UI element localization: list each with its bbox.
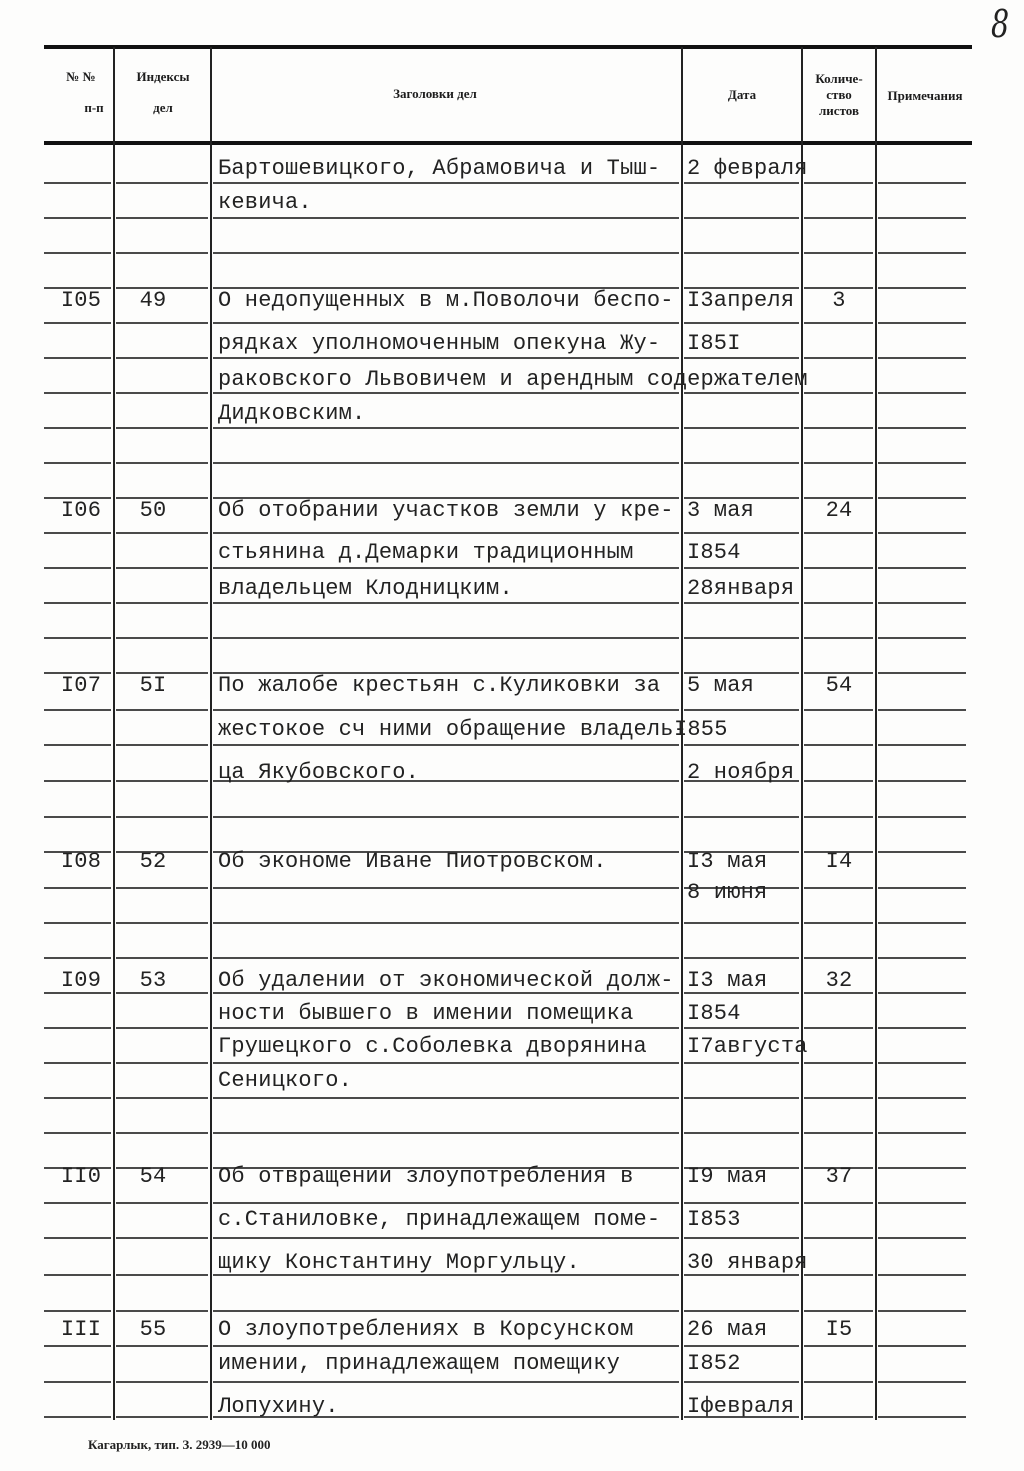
title-line: Сеницкого.: [218, 1068, 353, 1093]
ruled-line: [804, 887, 873, 889]
ruled-line: [44, 252, 111, 254]
entry-index: 52: [139, 849, 167, 874]
ruled-line: [44, 1097, 111, 1099]
ruled-line: [804, 1097, 873, 1099]
header-index-line1: Индексы: [136, 69, 190, 84]
column-divider-index: [210, 47, 212, 1420]
ruled-line: [878, 357, 966, 359]
ruled-line: [804, 182, 873, 184]
ruled-line: [213, 1237, 679, 1239]
ruled-line: [116, 1027, 208, 1029]
ruled-line: [878, 1097, 966, 1099]
ruled-line: [804, 1310, 873, 1312]
ruled-line: [44, 462, 111, 464]
ruled-line: [878, 1310, 966, 1312]
ruled-line: [213, 1097, 679, 1099]
ruled-line: [213, 252, 679, 254]
date-line: 28января: [687, 576, 795, 601]
header-no-line2: п-п: [84, 100, 104, 115]
ruled-line: [116, 709, 208, 711]
ruled-line: [804, 1027, 873, 1029]
ruled-line: [804, 922, 873, 924]
date-line: I855: [674, 717, 728, 742]
ruled-line: [878, 602, 966, 604]
date-line: 26 мая: [687, 1317, 768, 1342]
ruled-line: [878, 1132, 966, 1134]
entry-number: I06: [60, 498, 102, 523]
ruled-line: [804, 1237, 873, 1239]
header-notes: Примечания: [887, 88, 963, 103]
entry-index: 55: [139, 1317, 167, 1342]
ruled-line: [804, 1416, 873, 1418]
header-date: Дата: [727, 87, 757, 102]
ruled-line: [684, 322, 799, 324]
ruled-line: [44, 780, 111, 782]
ruled-line: [44, 1274, 111, 1276]
ruled-line: [684, 744, 799, 746]
ruled-line: [116, 1345, 208, 1347]
title-line: стьянина д.Демарки традиционным: [218, 540, 634, 565]
ruled-line: [213, 1062, 679, 1064]
ruled-line: [44, 887, 111, 889]
title-line: По жалобе крестьян с.Куликовки за: [218, 673, 661, 698]
ruled-line: [213, 1345, 679, 1347]
title-line: рядках уполномоченным опекуна Жу-: [218, 331, 661, 356]
ruled-line: [116, 957, 208, 959]
date-line: 30 января: [687, 1250, 808, 1275]
ruled-line: [878, 1202, 966, 1204]
ruled-line: [44, 1345, 111, 1347]
ruled-line: [684, 532, 799, 534]
ruled-line: [804, 427, 873, 429]
ruled-line: [116, 780, 208, 782]
ruled-line: [878, 1237, 966, 1239]
ruled-line: [116, 462, 208, 464]
ruled-line: [213, 816, 679, 818]
ruled-line: [804, 322, 873, 324]
table-top-border: [44, 45, 972, 49]
ruled-line: [213, 709, 679, 711]
sheet-count: I5: [825, 1317, 853, 1342]
ruled-line: [213, 1132, 679, 1134]
ruled-line: [684, 427, 799, 429]
ruled-line: [213, 567, 679, 569]
ruled-line: [213, 744, 679, 746]
ruled-line: [684, 1202, 799, 1204]
date-line: I7августа: [687, 1034, 808, 1059]
ruled-line: [44, 957, 111, 959]
sheet-count: I4: [825, 849, 853, 874]
ruled-line: [878, 1416, 966, 1418]
date-line: I854: [687, 1001, 741, 1026]
ruled-line: [44, 1237, 111, 1239]
ruled-line: [213, 532, 679, 534]
ruled-line: [116, 357, 208, 359]
entry-index: 50: [139, 498, 167, 523]
ruled-line: [878, 1381, 966, 1383]
entry-number: III: [60, 1317, 102, 1342]
ruled-line: [44, 1310, 111, 1312]
title-line: владельцем Клодницким.: [218, 576, 513, 601]
header-index-line2: дел: [153, 100, 173, 115]
ruled-line: [878, 887, 966, 889]
ruled-line: [116, 1310, 208, 1312]
ruled-line: [213, 637, 679, 639]
ruled-line: [684, 182, 799, 184]
ruled-line: [116, 887, 208, 889]
ruled-line: [684, 1062, 799, 1064]
date-line: I85I: [687, 331, 741, 356]
ruled-line: [213, 887, 679, 889]
ruled-line: [116, 217, 208, 219]
ruled-line: [44, 709, 111, 711]
ruled-line: [116, 1202, 208, 1204]
ruled-line: [878, 744, 966, 746]
ruled-line: [116, 1132, 208, 1134]
title-line: Об экономе Иване Пиотровском.: [218, 849, 607, 874]
ruled-line: [804, 252, 873, 254]
ruled-line: [116, 1381, 208, 1383]
ruled-line: [116, 392, 208, 394]
ruled-line: [804, 744, 873, 746]
ruled-line: [804, 1274, 873, 1276]
header-bottom-border: [44, 141, 972, 145]
ruled-line: [116, 532, 208, 534]
column-divider-date: [801, 47, 803, 1420]
ruled-line: [684, 1345, 799, 1347]
ruled-line: [684, 709, 799, 711]
entry-number: I09: [60, 968, 102, 993]
title-line: О недопущенных в м.Поволочи беспо-: [218, 288, 674, 313]
title-line: Об отвращении злоупотребления в: [218, 1164, 634, 1189]
date-line: 5 мая: [687, 673, 755, 698]
title-line: Об отобрании участков земли у кре-: [218, 498, 674, 523]
ruled-line: [804, 1381, 873, 1383]
ruled-line: [804, 780, 873, 782]
entry-index: 53: [139, 968, 167, 993]
title-line: кевича.: [218, 190, 312, 215]
entry-index: 54: [139, 1164, 167, 1189]
ruled-line: [804, 709, 873, 711]
ruled-line: [878, 252, 966, 254]
ruled-line: [878, 1167, 966, 1169]
ruled-line: [44, 1381, 111, 1383]
ruled-line: [44, 637, 111, 639]
ruled-line: [804, 532, 873, 534]
ruled-line: [44, 602, 111, 604]
ruled-line: [116, 1062, 208, 1064]
ruled-line: [213, 922, 679, 924]
title-line: жестокое сч ними обращение владель-: [218, 717, 688, 742]
date-line: I3апреля: [687, 288, 795, 313]
ruled-line: [116, 1274, 208, 1276]
folio-number: 8: [991, 2, 1010, 46]
ruled-line: [804, 392, 873, 394]
title-line: с.Станиловке, принадлежащем поме-: [218, 1207, 661, 1232]
ruled-line: [44, 392, 111, 394]
ruled-line: [44, 427, 111, 429]
ruled-line: [878, 427, 966, 429]
ruled-line: [878, 462, 966, 464]
title-line: щику Константину Моргульцу.: [218, 1250, 580, 1275]
ruled-line: [684, 816, 799, 818]
ruled-line: [213, 462, 679, 464]
ruled-line: [878, 637, 966, 639]
ruled-line: [804, 217, 873, 219]
ruled-line: [684, 1381, 799, 1383]
ruled-line: [116, 744, 208, 746]
entry-number: I05: [60, 288, 102, 313]
ruled-line: [116, 252, 208, 254]
ruled-line: [804, 816, 873, 818]
date-line: 2 февраля: [687, 156, 808, 181]
ruled-line: [878, 957, 966, 959]
sheet-count: 32: [825, 968, 853, 993]
ruled-line: [44, 182, 111, 184]
title-line: Лопухину.: [218, 1394, 339, 1419]
ruled-line: [804, 1062, 873, 1064]
ruled-line: [116, 1097, 208, 1099]
title-line: Дидковским.: [218, 401, 366, 426]
ruled-line: [804, 567, 873, 569]
ruled-line: [684, 357, 799, 359]
ruled-line: [878, 1062, 966, 1064]
ruled-line: [804, 957, 873, 959]
ruled-line: [878, 567, 966, 569]
ruled-line: [44, 1132, 111, 1134]
ruled-line: [213, 217, 679, 219]
title-line: имении, принадлежащем помещику: [218, 1351, 621, 1376]
ruled-line: [684, 602, 799, 604]
ruled-line: [878, 851, 966, 853]
ruled-line: [878, 322, 966, 324]
ruled-line: [213, 1381, 679, 1383]
ruled-line: [44, 567, 111, 569]
ruled-line: [44, 922, 111, 924]
ruled-line: [878, 1027, 966, 1029]
date-line: Iфевраля: [687, 1394, 795, 1419]
sheet-count: 37: [825, 1164, 853, 1189]
ruled-line: [684, 1097, 799, 1099]
ruled-line: [804, 602, 873, 604]
header-sheets-line2: ство: [826, 87, 852, 102]
ruled-line: [116, 1237, 208, 1239]
ruled-line: [213, 1202, 679, 1204]
entry-number: II0: [60, 1164, 102, 1189]
date-line: I3 мая: [687, 849, 768, 874]
ruled-line: [116, 1416, 208, 1418]
ruled-line: [878, 992, 966, 994]
title-line: ности бывшего в имении помещика: [218, 1001, 634, 1026]
ruled-line: [684, 462, 799, 464]
ruled-line: [684, 1132, 799, 1134]
header-sheets-line1: Количе-: [815, 71, 863, 86]
header-sheets-line3: листов: [819, 103, 859, 118]
ruled-line: [684, 637, 799, 639]
date-line: 2 ноября: [687, 760, 795, 785]
title-line: Бартошевицкого, Абрамовича и Тыш-: [218, 156, 661, 181]
ruled-line: [878, 182, 966, 184]
sheet-count: 3: [832, 288, 846, 313]
ruled-line: [878, 780, 966, 782]
ruled-line: [878, 709, 966, 711]
ruled-line: [684, 567, 799, 569]
ruled-line: [44, 1027, 111, 1029]
ruled-line: [44, 1202, 111, 1204]
date-line: I852: [687, 1351, 741, 1376]
ruled-line: [878, 672, 966, 674]
ruled-line: [116, 816, 208, 818]
ruled-line: [684, 392, 799, 394]
ruled-line: [213, 1310, 679, 1312]
ruled-line: [44, 217, 111, 219]
ruled-line: [684, 1027, 799, 1029]
ruled-line: [804, 1202, 873, 1204]
ruled-line: [804, 462, 873, 464]
ruled-line: [878, 922, 966, 924]
entry-index: 5I: [139, 673, 167, 698]
entry-number: I07: [60, 673, 102, 698]
ruled-line: [684, 922, 799, 924]
ruled-line: [804, 357, 873, 359]
printer-imprint: Кагарлык, тип. З. 2939—10 000: [88, 1437, 271, 1452]
ruled-line: [213, 322, 679, 324]
ruled-line: [878, 497, 966, 499]
ruled-line: [116, 427, 208, 429]
ruled-line: [684, 957, 799, 959]
ruled-line: [878, 287, 966, 289]
date-line: I9 мая: [687, 1164, 768, 1189]
ruled-line: [213, 957, 679, 959]
ruled-line: [44, 1062, 111, 1064]
ruled-line: [116, 922, 208, 924]
date-line: I3 мая: [687, 968, 768, 993]
sheet-count: 54: [825, 673, 853, 698]
ruled-line: [116, 567, 208, 569]
ruled-line: [116, 602, 208, 604]
title-line: ца Якубовского.: [218, 760, 420, 785]
ruled-line: [44, 1416, 111, 1418]
title-line: раковского Львовичем и арендным содержателем: [218, 367, 808, 392]
ruled-line: [684, 1310, 799, 1312]
ruled-line: [213, 602, 679, 604]
ruled-line: [684, 217, 799, 219]
entry-index: 49: [139, 288, 167, 313]
ruled-line: [878, 392, 966, 394]
title-line: Об удалении от экономической долж-: [218, 968, 674, 993]
column-divider-sheets: [875, 47, 877, 1420]
ruled-line: [804, 1345, 873, 1347]
date-line: 8 июня: [687, 880, 768, 905]
ruled-line: [213, 357, 679, 359]
title-line: О злоупотреблениях в Корсунском: [218, 1317, 634, 1342]
ruled-line: [213, 182, 679, 184]
date-line: 3 мая: [687, 498, 755, 523]
ruled-line: [44, 357, 111, 359]
ruled-line: [878, 816, 966, 818]
title-line: Грушецкого с.Соболевка дворянина: [218, 1034, 647, 1059]
sheet-count: 24: [825, 498, 853, 523]
ruled-line: [44, 322, 111, 324]
ruled-line: [44, 532, 111, 534]
ruled-line: [878, 1345, 966, 1347]
ruled-line: [116, 322, 208, 324]
entry-number: I08: [60, 849, 102, 874]
ruled-line: [213, 427, 679, 429]
header-no-line1: № №: [66, 69, 96, 84]
column-divider-no: [113, 47, 115, 1420]
ruled-line: [684, 252, 799, 254]
ruled-line: [804, 637, 873, 639]
date-line: I854: [687, 540, 741, 565]
ruled-line: [116, 637, 208, 639]
header-title: Заголовки дел: [393, 86, 477, 101]
ruled-line: [44, 816, 111, 818]
ruled-line: [213, 392, 679, 394]
ruled-line: [878, 1274, 966, 1276]
ruled-line: [44, 744, 111, 746]
ruled-line: [878, 532, 966, 534]
ruled-line: [804, 1132, 873, 1134]
ruled-line: [213, 1027, 679, 1029]
ruled-line: [878, 217, 966, 219]
date-line: I853: [687, 1207, 741, 1232]
ruled-line: [684, 1237, 799, 1239]
ruled-line: [116, 182, 208, 184]
